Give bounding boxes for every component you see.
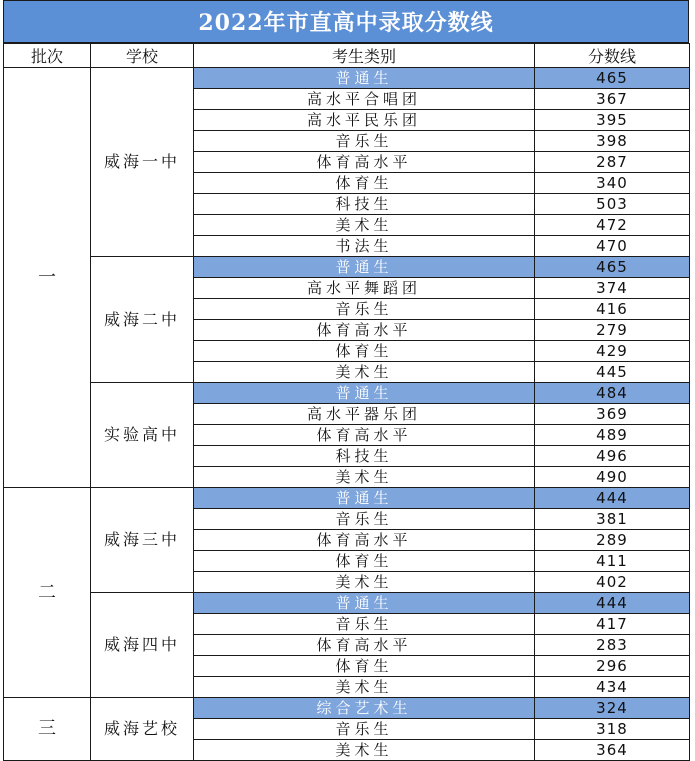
category-cell: 音乐生 <box>194 299 535 320</box>
category-cell: 高水平合唱团 <box>194 89 535 110</box>
score-cell: 289 <box>535 530 690 551</box>
table-row <box>4 593 690 614</box>
score-cell: 490 <box>535 467 690 488</box>
score-cell: 340 <box>535 173 690 194</box>
batch-cell: 三 <box>4 698 91 761</box>
category-cell: 音乐生 <box>194 614 535 635</box>
score-cell: 318 <box>535 719 690 740</box>
score-cell: 416 <box>535 299 690 320</box>
table-row <box>4 257 690 278</box>
category-cell: 高水平舞蹈团 <box>194 278 535 299</box>
category-cell: 音乐生 <box>194 719 535 740</box>
batch-cell: 二 <box>4 488 91 698</box>
category-cell: 普通生 <box>194 383 535 404</box>
category-cell: 普通生 <box>194 488 535 509</box>
category-cell: 美术生 <box>194 362 535 383</box>
score-cell: 472 <box>535 215 690 236</box>
page-title: 2022年市直高中录取分数线 <box>3 0 689 43</box>
category-cell: 美术生 <box>194 677 535 698</box>
category-cell: 音乐生 <box>194 509 535 530</box>
header-category: 考生类别 <box>194 44 535 68</box>
category-cell: 体育高水平 <box>194 425 535 446</box>
category-cell: 普通生 <box>194 593 535 614</box>
score-cell: 489 <box>535 425 690 446</box>
school-cell: 威海一中 <box>91 68 194 257</box>
score-cell: 324 <box>535 698 690 719</box>
category-cell: 美术生 <box>194 740 535 761</box>
category-cell: 普通生 <box>194 257 535 278</box>
score-cell: 445 <box>535 362 690 383</box>
category-cell: 普通生 <box>194 68 535 89</box>
score-cell: 465 <box>535 68 690 89</box>
table-row <box>4 383 690 404</box>
category-cell: 美术生 <box>194 467 535 488</box>
category-cell: 高水平器乐团 <box>194 404 535 425</box>
category-cell: 音乐生 <box>194 131 535 152</box>
score-table <box>3 43 690 761</box>
score-cell: 444 <box>535 593 690 614</box>
table-row <box>4 68 690 89</box>
category-cell: 科技生 <box>194 194 535 215</box>
score-cell: 434 <box>535 677 690 698</box>
score-cell: 470 <box>535 236 690 257</box>
score-cell: 417 <box>535 614 690 635</box>
score-cell: 369 <box>535 404 690 425</box>
category-cell: 体育高水平 <box>194 320 535 341</box>
score-cell: 374 <box>535 278 690 299</box>
table-row <box>4 698 690 719</box>
school-cell: 威海四中 <box>91 593 194 698</box>
score-cell: 402 <box>535 572 690 593</box>
score-sheet <box>3 0 689 761</box>
table-row <box>4 488 690 509</box>
score-cell: 484 <box>535 383 690 404</box>
school-cell: 威海二中 <box>91 257 194 383</box>
score-cell: 287 <box>535 152 690 173</box>
school-cell: 实验高中 <box>91 383 194 488</box>
header-score: 分数线 <box>535 44 690 68</box>
category-cell: 体育生 <box>194 551 535 572</box>
score-cell: 411 <box>535 551 690 572</box>
score-cell: 398 <box>535 131 690 152</box>
header-school: 学校 <box>91 44 194 68</box>
category-cell: 科技生 <box>194 446 535 467</box>
category-cell: 体育生 <box>194 173 535 194</box>
score-cell: 367 <box>535 89 690 110</box>
school-cell: 威海三中 <box>91 488 194 593</box>
header-batch: 批次 <box>4 44 91 68</box>
score-cell: 395 <box>535 110 690 131</box>
score-cell: 503 <box>535 194 690 215</box>
category-cell: 体育高水平 <box>194 152 535 173</box>
score-cell: 364 <box>535 740 690 761</box>
category-cell: 体育高水平 <box>194 530 535 551</box>
school-cell: 威海艺校 <box>91 698 194 761</box>
score-cell: 296 <box>535 656 690 677</box>
score-cell: 444 <box>535 488 690 509</box>
category-cell: 美术生 <box>194 572 535 593</box>
category-cell: 书法生 <box>194 236 535 257</box>
batch-cell: 一 <box>4 68 91 488</box>
score-cell: 381 <box>535 509 690 530</box>
category-cell: 美术生 <box>194 215 535 236</box>
category-cell: 体育生 <box>194 656 535 677</box>
score-cell: 283 <box>535 635 690 656</box>
score-cell: 496 <box>535 446 690 467</box>
category-cell: 体育高水平 <box>194 635 535 656</box>
score-cell: 465 <box>535 257 690 278</box>
header-row <box>4 44 690 68</box>
score-table-body <box>4 68 690 761</box>
score-cell: 429 <box>535 341 690 362</box>
category-cell: 综合艺术生 <box>194 698 535 719</box>
category-cell: 高水平民乐团 <box>194 110 535 131</box>
category-cell: 体育生 <box>194 341 535 362</box>
score-cell: 279 <box>535 320 690 341</box>
